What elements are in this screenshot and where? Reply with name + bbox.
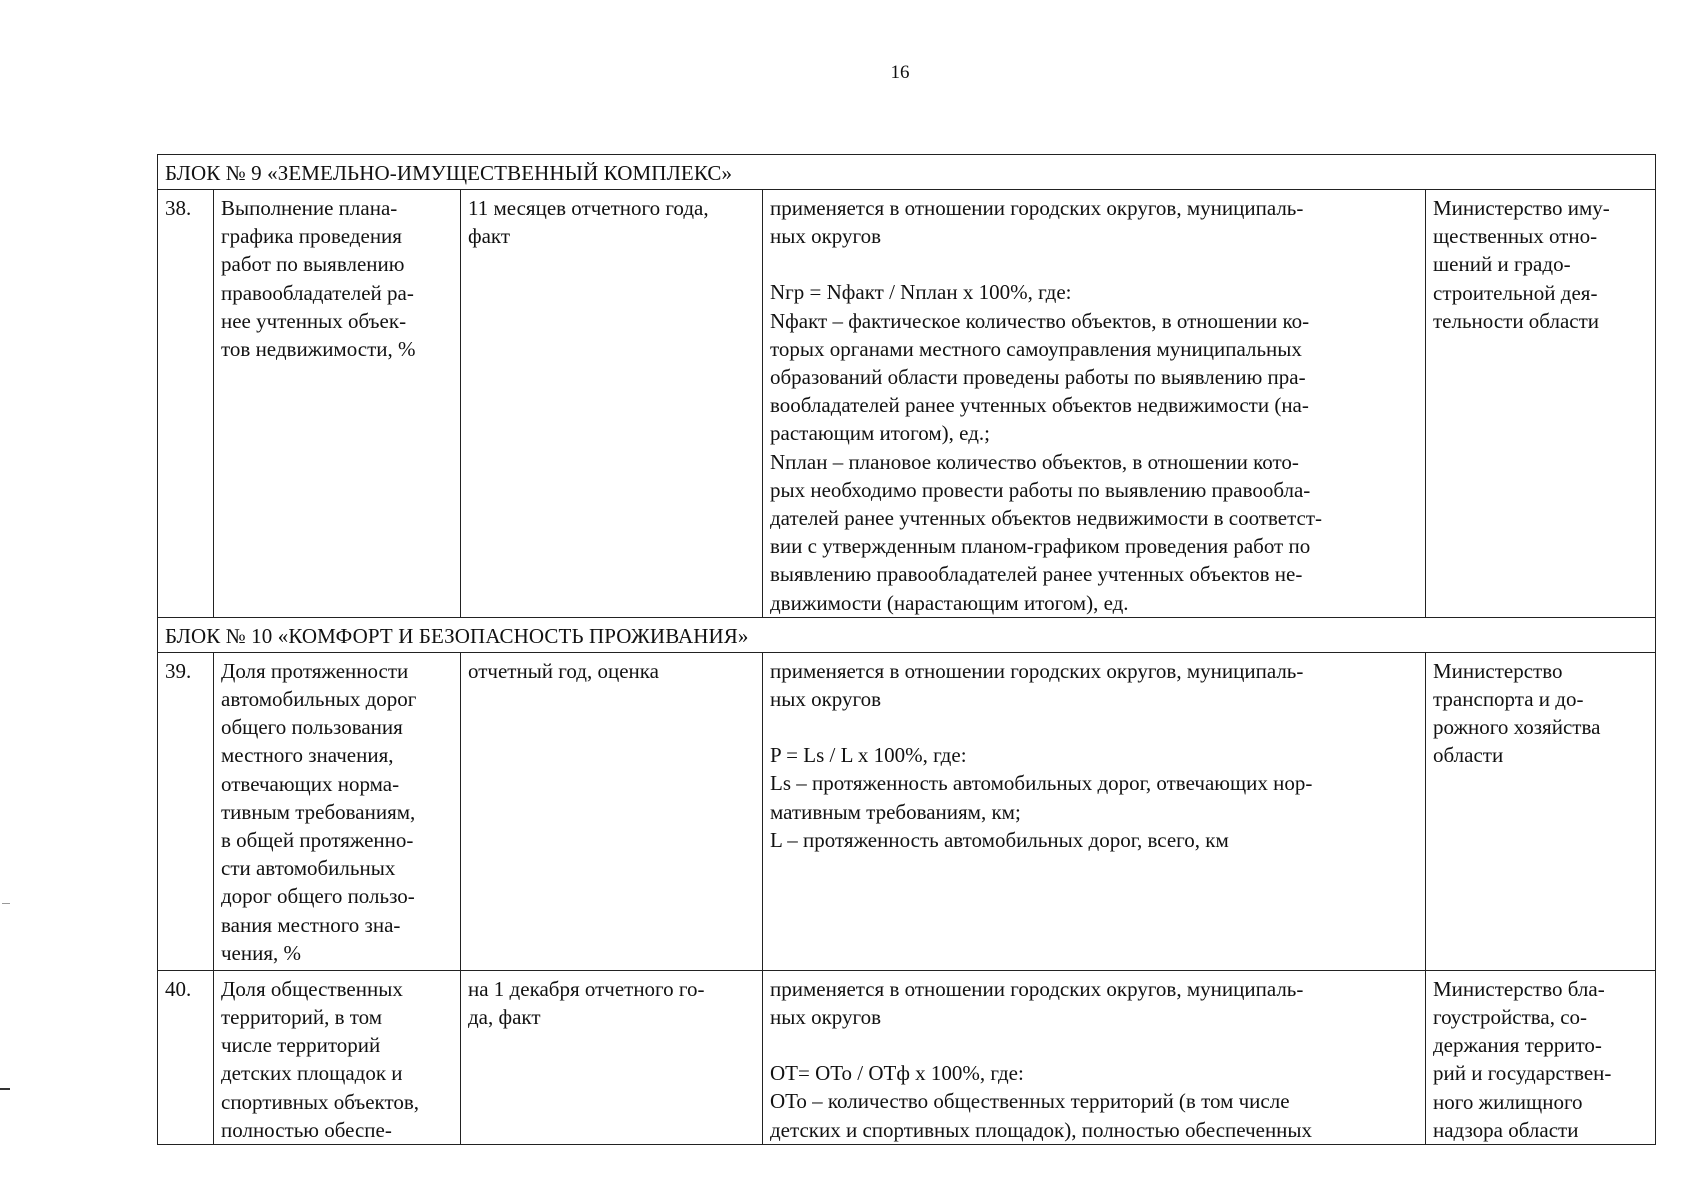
scan-artifact-mark	[0, 1088, 10, 1090]
block-title: БЛОК № 10 «КОМФОРТ И БЕЗОПАСНОСТЬ ПРОЖИВАНИЯ»	[158, 617, 1656, 652]
indicator-period: 11 месяцев отчетного года, факт	[468, 196, 709, 249]
method-formula: P = Ls / L х 100%, где: Ls – протяженность автомобильных дорог, отвечающих нор- мативным требованиям, км; L – протяженность автомобильных дорог, всего, км	[770, 743, 1313, 852]
method-scope: применяется в отношении городских округов, муниципаль- ных округов	[770, 658, 1304, 712]
indicator-period: на 1 декабря отчетного го- да, факт	[468, 976, 705, 1030]
indicator-name: Доля общественных территорий, в том числе территорий детских площадок и спортивных объектов, полностью обеспе-	[221, 976, 420, 1142]
table-row	[158, 652, 1656, 970]
method-scope: применяется в отношении городских округов, муниципаль- ных округов	[770, 196, 1304, 249]
table-row	[158, 970, 1656, 1144]
block-header-row	[158, 155, 1656, 190]
page-number: 16	[890, 62, 910, 83]
responsible-ministry: Министерство транспорта и до- рожного хозяйства области	[1433, 658, 1601, 768]
indicator-name: Доля протяженности автомобильных дорог общего пользования местного значения, отвечающих норма- тивным требованиям, в общей протяженно- сти автомобильных дорог общего пользо- вания местного зна- чения, %	[221, 658, 417, 965]
indicator-name: Выполнение плана- графика проведения работ по выявлению правообладателей ра- нее учтенных объек- тов недвижимости, %	[221, 196, 416, 362]
block-header-row	[158, 617, 1656, 652]
row-number: 40.	[158, 970, 214, 1144]
method-scope: применяется в отношении городских округов, муниципаль- ных округов	[770, 976, 1304, 1030]
row-number: 39.	[158, 652, 214, 970]
method-formula: ОТ= ОТо / ОТф х 100%, где: ОТо – количество общественных территорий (в том числе детских и спортивных площадок), полностью обеспеченных	[770, 1061, 1313, 1142]
indicators-table	[157, 154, 1656, 1145]
row-number: 38.	[158, 190, 214, 618]
responsible-ministry: Министерство бла- гоустройства, со- держания террито- рий и государствен- ного жилищного надзора области	[1433, 976, 1612, 1142]
block-title: БЛОК № 9 «ЗЕМЕЛЬНО-ИМУЩЕСТВЕННЫЙ КОМПЛЕКС»	[158, 155, 1656, 190]
indicator-period: отчетный год, оценка	[468, 658, 659, 683]
table-row	[158, 190, 1656, 618]
responsible-ministry: Министерство иму- щественных отно- шений и градо- строительной дея- тельности области	[1433, 196, 1610, 333]
scan-artifact-mark	[2, 903, 10, 904]
method-formula: Nгр = Nфакт / Nплан х 100%, где: Nфакт – фактическое количество объектов, в отношении ко- торых органами местного самоуправления муниципальных образований области проведены работы по выявлению пра- вообладателей ранее учтенных объектов недвижимости (на- растающим итогом), ед.; Nплан – плановое количество объектов, в отношении кото- рых необходимо провести работы по выявлению правообла- дателей ранее учтенных объектов недвижимости в соответст- вии с утвержденным планом-графиком проведения работ по выявлению правообладателей ранее учтенных объектов не- движимости (нарастающим итогом), ед.	[770, 280, 1323, 615]
